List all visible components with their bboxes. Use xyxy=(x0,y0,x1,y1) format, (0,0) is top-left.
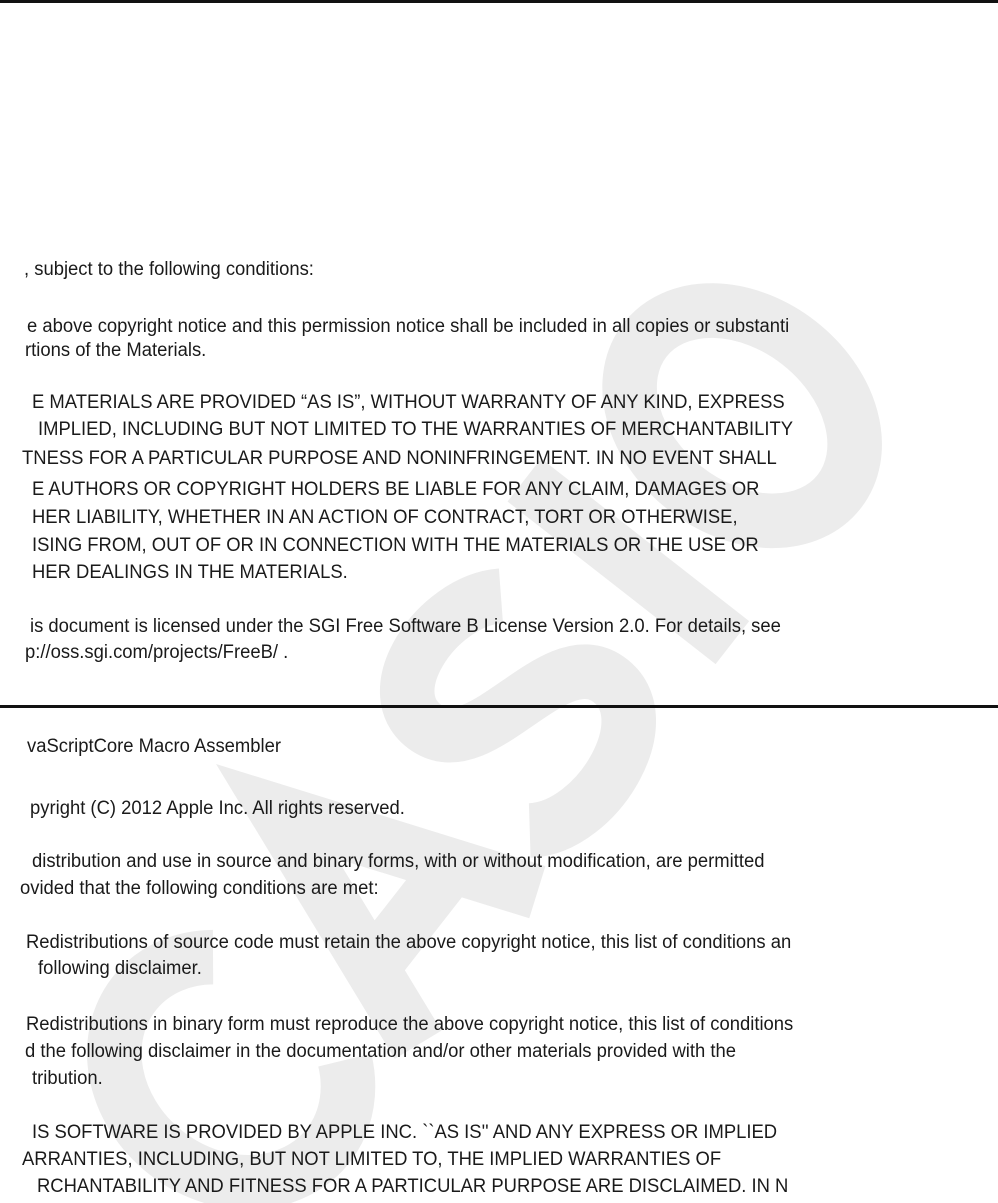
text-line: d the following disclaimer in the documentation and/or other materials provided with the xyxy=(25,1041,736,1062)
text-line: E AUTHORS OR COPYRIGHT HOLDERS BE LIABLE FOR ANY CLAIM, DAMAGES OR xyxy=(32,479,760,500)
text-line: Redistributions of source code must retain the above copyright notice, this list of conditions an xyxy=(26,932,792,953)
text-line: distribution and use in source and binary forms, with or without modification, are permitted xyxy=(32,851,765,872)
text-line: pyright (C) 2012 Apple Inc. All rights reserved. xyxy=(30,798,405,819)
text-line: HER LIABILITY, WHETHER IN AN ACTION OF CONTRACT, TORT OR OTHERWISE, xyxy=(32,507,738,528)
text-line: TNESS FOR A PARTICULAR PURPOSE AND NONINFRINGEMENT. IN NO EVENT SHALL xyxy=(22,448,777,469)
text-line: Redistributions in binary form must reproduce the above copyright notice, this list of conditions xyxy=(26,1014,794,1035)
text-line: E MATERIALS ARE PROVIDED “AS IS”, WITHOUT WARRANTY OF ANY KIND, EXPRESS xyxy=(32,392,785,413)
text-line: following disclaimer. xyxy=(38,958,202,979)
text-line: , subject to the following conditions: xyxy=(24,259,314,280)
text-line: IMPLIED, INCLUDING BUT NOT LIMITED TO THE WARRANTIES OF MERCHANTABILITY xyxy=(38,419,794,440)
text-line: ISING FROM, OUT OF OR IN CONNECTION WITH THE MATERIALS OR THE USE OR xyxy=(32,535,759,556)
text-line: IS SOFTWARE IS PROVIDED BY APPLE INC. ``AS IS'' AND ANY EXPRESS OR IMPLIED xyxy=(32,1122,778,1143)
text-line: rtions of the Materials. xyxy=(25,340,207,361)
text-line: p://oss.sgi.com/projects/FreeB/ . xyxy=(25,642,289,663)
text-line: ARRANTIES, INCLUDING, BUT NOT LIMITED TO, THE IMPLIED WARRANTIES OF xyxy=(22,1149,722,1170)
text-line: HER DEALINGS IN THE MATERIALS. xyxy=(32,562,348,583)
section-divider xyxy=(0,705,998,708)
top-rule xyxy=(0,0,998,3)
text-line: e above copyright notice and this permission notice shall be included in all copies or substanti xyxy=(27,316,790,337)
text-line: ovided that the following conditions are met: xyxy=(20,878,379,899)
text-line: is document is licensed under the SGI Free Software B License Version 2.0. For details, see xyxy=(30,616,781,637)
text-line: tribution. xyxy=(32,1068,103,1089)
text-line: RCHANTABILITY AND FITNESS FOR A PARTICULAR PURPOSE ARE DISCLAIMED. IN N xyxy=(37,1176,789,1197)
section-title: vaScriptCore Macro Assembler xyxy=(27,736,282,757)
